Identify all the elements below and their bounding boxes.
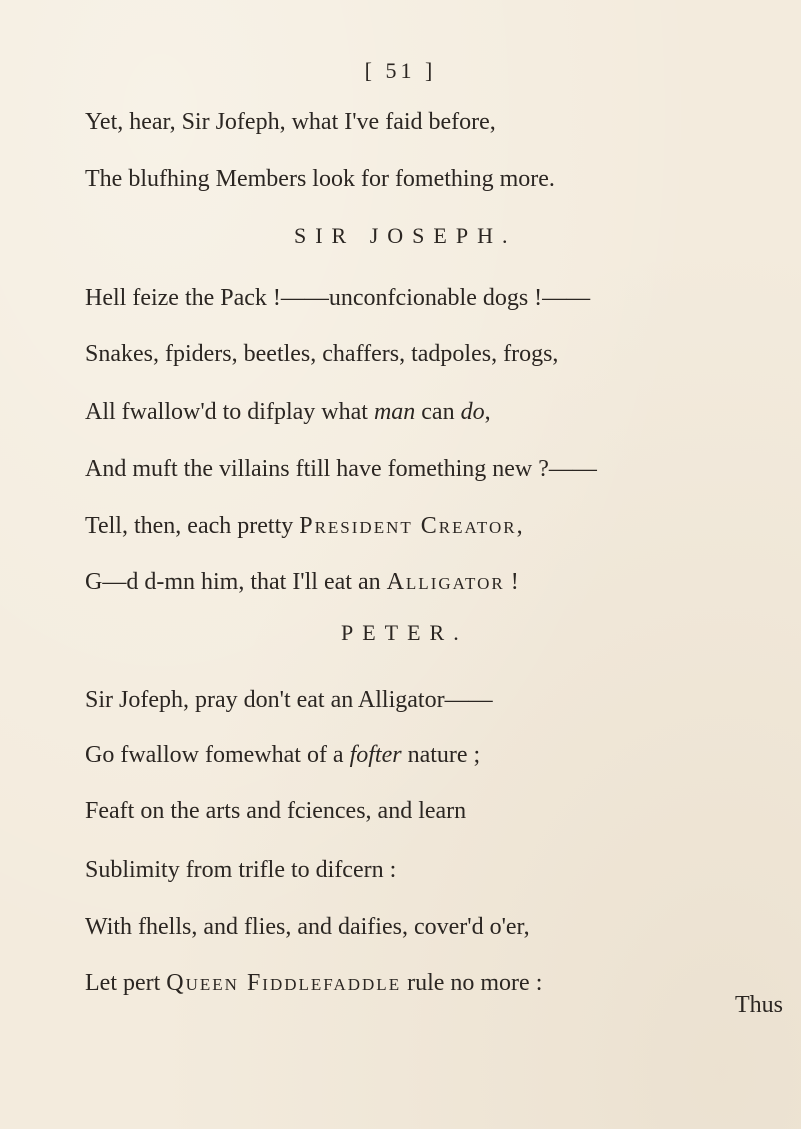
verse-line-5 (85, 398, 491, 426)
verse-line-5-part-c: , (484, 399, 491, 425)
verse-line-8 (85, 568, 519, 596)
catchword: Thus (735, 992, 783, 1018)
verse-line-5-part-a: All fwallow'd to difplay what (85, 399, 374, 425)
speaker-peter: PETER. (341, 620, 468, 645)
verse-line-11: Feaft on the arts and fciences, and learn (85, 798, 467, 824)
verse-line-14-part-a: Let pert (85, 970, 167, 996)
verse-line-10-part-a: Go fwallow fomewhat of a (85, 742, 350, 768)
verse-line-10-italic: fofter (349, 742, 402, 768)
verse-line-12: Sublimity from trifle to difcern : (85, 857, 397, 883)
verse-line-7 (85, 512, 523, 540)
verse-line-6: And muft the villains ftill have fomething new ?—— (85, 456, 597, 482)
verse-line-8-part-a: G—d d-mn him, that I'll eat an (85, 569, 387, 595)
verse-line-13: With fhells, and flies, and daifies, cover'd o'er, (85, 914, 530, 940)
page-number-header: [ 51 ] (364, 58, 437, 83)
verse-line-8-smallcaps: Alligator (386, 569, 505, 595)
verse-line-7-part-b: , (516, 513, 523, 539)
speaker-sir-joseph: SIR JOSEPH. (294, 223, 517, 248)
verse-line-5-italic-man: man (373, 399, 416, 425)
verse-line-14-part-b: rule no more : (401, 970, 543, 996)
verse-line-2: The blufhing Members look for fomething more. (85, 166, 555, 192)
verse-line-7-smallcaps: President Creator (299, 513, 517, 539)
verse-line-9: Sir Jofeph, pray don't eat an Alligator—— (85, 687, 493, 713)
verse-line-5-italic-do: do (460, 399, 485, 425)
verse-line-4: Snakes, fpiders, beetles, chaffers, tadpoles, frogs, (85, 341, 559, 367)
verse-line-10-part-b: nature ; (401, 742, 481, 768)
verse-line-8-part-b: ! (504, 569, 519, 595)
verse-line-5-part-b: can (415, 399, 461, 425)
verse-line-1: Yet, hear, Sir Jofeph, what I've faid before, (85, 109, 496, 135)
verse-line-10 (85, 741, 480, 769)
verse-line-3: Hell feize the Pack !——unconfcionable dogs !—— (85, 285, 591, 311)
verse-line-14 (85, 969, 542, 997)
verse-line-14-smallcaps: Queen Fiddlefaddle (166, 970, 402, 996)
verse-line-7-part-a: Tell, then, each pretty (85, 513, 300, 539)
